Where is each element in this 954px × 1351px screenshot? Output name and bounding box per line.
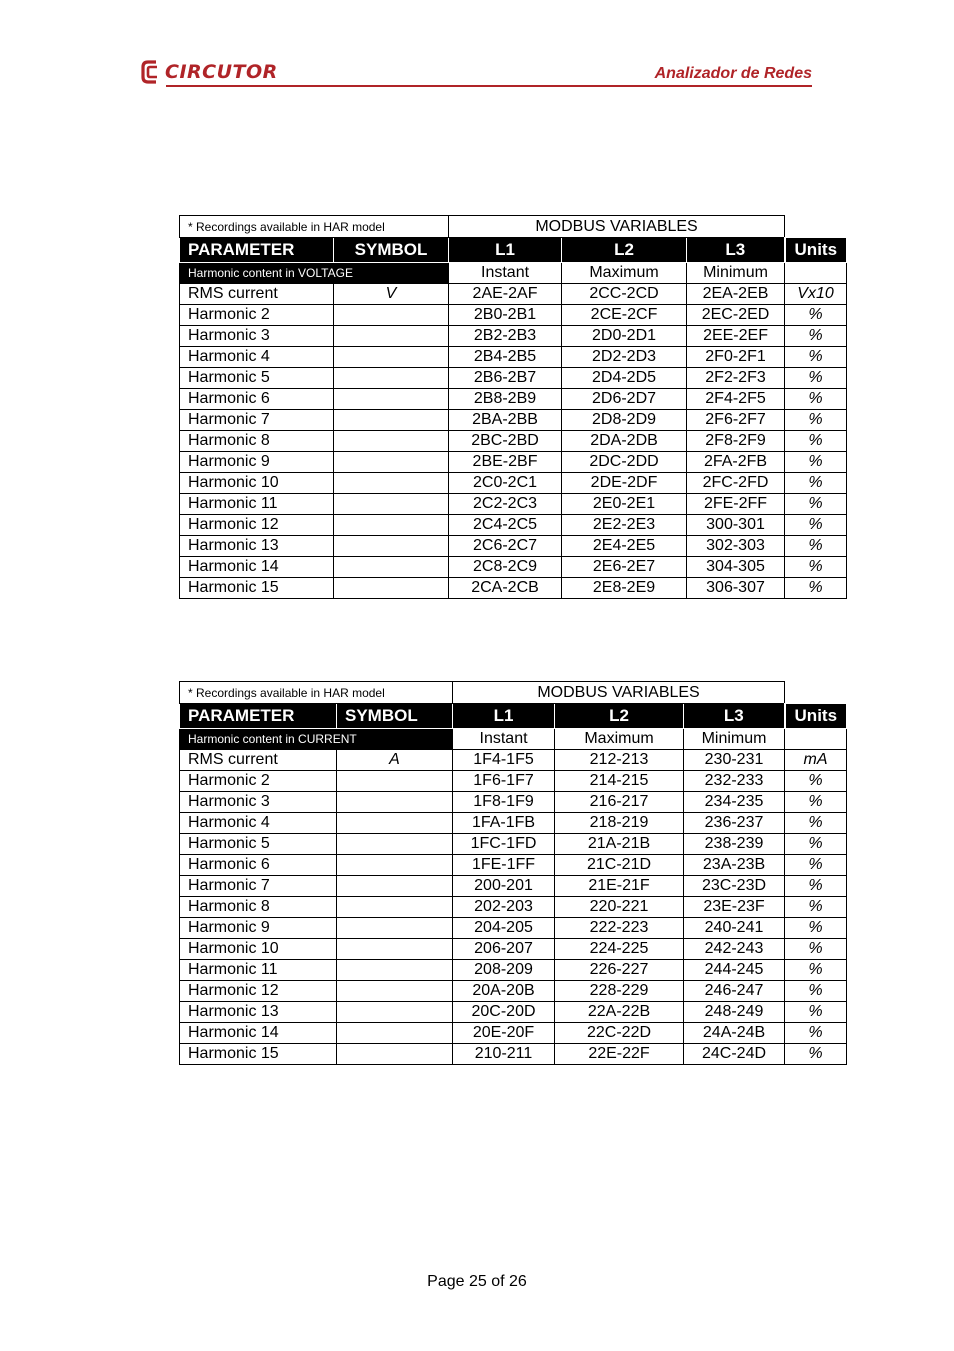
units-cell: % [785,536,847,557]
units-cell: % [785,1044,847,1065]
parameter-cell: Harmonic 15 [180,578,334,599]
l2-cell: 21C-21D [555,855,684,876]
units-cell: % [785,834,847,855]
parameter-cell: Harmonic 5 [180,368,334,389]
units-cell: % [785,1002,847,1023]
page-number: Page 25 of 26 [427,1273,527,1290]
l3-cell: 23A-23B [684,855,785,876]
l3-cell: 304-305 [687,557,785,578]
l2-header: L2 [562,238,687,263]
l2-cell: 2E0-2E1 [562,494,687,515]
modbus-variables-label: MODBUS VARIABLES [453,682,785,704]
l2-cell: 212-213 [555,750,684,771]
parameter-cell: Harmonic 12 [180,515,334,536]
l2-cell: 2DE-2DF [562,473,687,494]
l3-cell: 23E-23F [684,897,785,918]
l2-cell: 2D0-2D1 [562,326,687,347]
note-row [180,682,847,704]
units-cell: mA [785,750,847,771]
l2-cell: 2E8-2E9 [562,578,687,599]
table-row [180,981,847,1002]
l3-cell: 238-239 [684,834,785,855]
symbol-cell [337,855,453,876]
l2-cell: 2E6-2E7 [562,557,687,578]
l3-cell: 2FA-2FB [687,452,785,473]
units-cell: % [785,1023,847,1044]
units-cell: % [785,515,847,536]
l1-cell: 2B6-2B7 [449,368,562,389]
table-row [180,389,847,410]
l1-cell: 2C8-2C9 [449,557,562,578]
symbol-cell [334,431,449,452]
parameter-header: PARAMETER [180,704,337,729]
parameter-cell: Harmonic 10 [180,939,337,960]
table-row [180,876,847,897]
table-row [180,792,847,813]
symbol-cell [337,1002,453,1023]
units-cell: % [785,918,847,939]
symbol-cell [334,557,449,578]
units-cell: % [785,939,847,960]
parameter-cell: Harmonic 2 [180,305,334,326]
symbol-cell [334,536,449,557]
l2-header: L2 [555,704,684,729]
l2-cell: 22A-22B [555,1002,684,1023]
l1-cell: 202-203 [453,897,555,918]
symbol-cell [334,347,449,368]
symbol-cell [337,813,453,834]
minimum-subheader: Minimum [687,263,785,284]
l2-cell: 2CE-2CF [562,305,687,326]
units-cell: % [785,368,847,389]
current-harmonics-table [179,681,846,1065]
units-cell: % [785,494,847,515]
l1-cell: 2BE-2BF [449,452,562,473]
symbol-cell [334,389,449,410]
l3-cell: 2EA-2EB [687,284,785,305]
symbol-header: SYMBOL [337,704,453,729]
l3-cell: 2FE-2FF [687,494,785,515]
l2-cell: 226-227 [555,960,684,981]
parameter-cell: Harmonic 11 [180,494,334,515]
l3-cell: 2F8-2F9 [687,431,785,452]
parameter-cell: Harmonic 8 [180,897,337,918]
l3-cell: 300-301 [687,515,785,536]
column-header-row [180,704,847,729]
symbol-cell [334,410,449,431]
category-label: Harmonic content in VOLTAGE [180,263,449,284]
l2-cell: 218-219 [555,813,684,834]
l3-cell: 23C-23D [684,876,785,897]
symbol-cell [334,326,449,347]
units-cell: % [785,452,847,473]
symbol-cell [337,1023,453,1044]
circutor-logo-icon [140,59,162,85]
symbol-cell [334,494,449,515]
units-cell: % [785,981,847,1002]
table-row [180,452,847,473]
category-row [180,729,847,750]
units-cell: % [785,855,847,876]
l2-cell: 22C-22D [555,1023,684,1044]
table-row [180,1002,847,1023]
parameter-cell: Harmonic 7 [180,410,334,431]
l2-cell: 21A-21B [555,834,684,855]
l2-cell: 2D4-2D5 [562,368,687,389]
l1-cell: 20C-20D [453,1002,555,1023]
parameter-cell: Harmonic 11 [180,960,337,981]
symbol-cell: V [334,284,449,305]
parameter-cell: Harmonic 13 [180,1002,337,1023]
units-cell: % [785,960,847,981]
l2-cell: 2D8-2D9 [562,410,687,431]
units-cell: % [785,578,847,599]
l3-cell: 236-237 [684,813,785,834]
l2-cell: 216-217 [555,792,684,813]
symbol-cell [334,578,449,599]
l2-cell: 214-215 [555,771,684,792]
l1-cell: 1FA-1FB [453,813,555,834]
current-table-body [180,750,847,1065]
l1-cell: 1F6-1F7 [453,771,555,792]
symbol-cell [334,305,449,326]
units-header: Units [785,704,847,729]
l2-cell: 2E4-2E5 [562,536,687,557]
l2-cell: 21E-21F [555,876,684,897]
parameter-cell: Harmonic 9 [180,918,337,939]
table-row [180,326,847,347]
l1-cell: 1F8-1F9 [453,792,555,813]
instant-subheader: Instant [449,263,562,284]
l3-cell: 2EC-2ED [687,305,785,326]
l1-cell: 2B8-2B9 [449,389,562,410]
table-row [180,368,847,389]
symbol-cell [337,834,453,855]
symbol-cell [337,981,453,1002]
l1-cell: 1FE-1FF [453,855,555,876]
l1-cell: 2C0-2C1 [449,473,562,494]
l3-cell: 2F2-2F3 [687,368,785,389]
minimum-subheader: Minimum [684,729,785,750]
l1-cell: 2B2-2B3 [449,326,562,347]
parameter-cell: Harmonic 6 [180,389,334,410]
l3-cell: 248-249 [684,1002,785,1023]
table-row [180,750,847,771]
table-row [180,1044,847,1065]
units-cell: Vx10 [785,284,847,305]
l2-cell: 2DA-2DB [562,431,687,452]
brand-logo [140,58,278,86]
l1-cell: 208-209 [453,960,555,981]
l3-cell: 2F0-2F1 [687,347,785,368]
l3-cell: 2F6-2F7 [687,410,785,431]
symbol-cell [337,771,453,792]
table-row [180,897,847,918]
l2-cell: 2DC-2DD [562,452,687,473]
document-title: Analizador de Redes [654,65,812,82]
parameter-cell: Harmonic 7 [180,876,337,897]
symbol-cell [337,960,453,981]
header-rule [166,85,812,87]
symbol-cell: A [337,750,453,771]
symbol-cell [334,452,449,473]
l2-cell: 22E-22F [555,1044,684,1065]
parameter-cell: Harmonic 15 [180,1044,337,1065]
l1-cell: 1F4-1F5 [453,750,555,771]
table-row [180,578,847,599]
table-row [180,1023,847,1044]
category-row [180,263,847,284]
symbol-cell [337,1044,453,1065]
l3-cell: 24A-24B [684,1023,785,1044]
l3-cell: 232-233 [684,771,785,792]
table-row [180,813,847,834]
units-cell: % [785,792,847,813]
symbol-header: SYMBOL [334,238,449,263]
units-cell: % [785,431,847,452]
symbol-cell [337,939,453,960]
symbol-cell [334,368,449,389]
table-row [180,410,847,431]
parameter-cell: Harmonic 2 [180,771,337,792]
l1-cell: 2BA-2BB [449,410,562,431]
symbol-cell [337,792,453,813]
units-header: Units [785,238,847,263]
l1-cell: 2B0-2B1 [449,305,562,326]
page-header [140,56,812,88]
parameter-cell: Harmonic 4 [180,813,337,834]
l3-cell: 2EE-2EF [687,326,785,347]
l3-cell: 2FC-2FD [687,473,785,494]
table-row [180,305,847,326]
column-header-row [180,238,847,263]
l1-cell: 2C6-2C7 [449,536,562,557]
l1-header: L1 [453,704,555,729]
units-cell: % [785,410,847,431]
symbol-cell [334,515,449,536]
table-row [180,515,847,536]
recordings-note: * Recordings available in HAR model [180,682,453,704]
l3-cell: 24C-24D [684,1044,785,1065]
l3-cell: 302-303 [687,536,785,557]
symbol-cell [337,897,453,918]
l2-cell: 220-221 [555,897,684,918]
parameter-cell: RMS current [180,750,337,771]
voltage-harmonics-table [179,215,846,599]
parameter-cell: Harmonic 3 [180,792,337,813]
parameter-cell: Harmonic 9 [180,452,334,473]
parameter-cell: Harmonic 13 [180,536,334,557]
l3-cell: 246-247 [684,981,785,1002]
instant-subheader: Instant [453,729,555,750]
modbus-variables-label: MODBUS VARIABLES [449,216,785,238]
units-cell: % [785,876,847,897]
table-row [180,494,847,515]
l2-cell: 2D6-2D7 [562,389,687,410]
l1-cell: 200-201 [453,876,555,897]
table-row [180,918,847,939]
symbol-cell [334,473,449,494]
units-cell: % [785,389,847,410]
recordings-note: * Recordings available in HAR model [180,216,449,238]
parameter-cell: RMS current [180,284,334,305]
table-row [180,431,847,452]
category-label: Harmonic content in CURRENT [180,729,453,750]
l3-cell: 240-241 [684,918,785,939]
brand-name: CIRCUTOR [165,61,278,83]
note-row [180,216,847,238]
parameter-cell: Harmonic 6 [180,855,337,876]
l1-header: L1 [449,238,562,263]
l3-header: L3 [687,238,785,263]
table-row [180,960,847,981]
l1-cell: 20A-20B [453,981,555,1002]
l1-cell: 204-205 [453,918,555,939]
l1-cell: 2C2-2C3 [449,494,562,515]
maximum-subheader: Maximum [562,263,687,284]
parameter-cell: Harmonic 8 [180,431,334,452]
table-row [180,771,847,792]
parameter-cell: Harmonic 4 [180,347,334,368]
l2-cell: 2D2-2D3 [562,347,687,368]
table-row [180,855,847,876]
parameter-cell: Harmonic 14 [180,557,334,578]
l1-cell: 206-207 [453,939,555,960]
units-cell: % [785,813,847,834]
l2-cell: 2CC-2CD [562,284,687,305]
l1-cell: 20E-20F [453,1023,555,1044]
table-row [180,557,847,578]
maximum-subheader: Maximum [555,729,684,750]
symbol-cell [337,876,453,897]
table-row [180,834,847,855]
units-cell: % [785,473,847,494]
table-row [180,284,847,305]
units-cell: % [785,771,847,792]
units-cell: % [785,557,847,578]
l3-cell: 244-245 [684,960,785,981]
units-cell: % [785,305,847,326]
l3-header: L3 [684,704,785,729]
parameter-cell: Harmonic 10 [180,473,334,494]
l2-cell: 228-229 [555,981,684,1002]
table-row [180,347,847,368]
l1-cell: 2B4-2B5 [449,347,562,368]
units-cell: % [785,897,847,918]
l3-cell: 2F4-2F5 [687,389,785,410]
voltage-table-body [180,284,847,599]
l1-cell: 1FC-1FD [453,834,555,855]
table-row [180,473,847,494]
l1-cell: 2BC-2BD [449,431,562,452]
parameter-cell: Harmonic 14 [180,1023,337,1044]
l1-cell: 2AE-2AF [449,284,562,305]
l1-cell: 2CA-2CB [449,578,562,599]
units-cell: % [785,326,847,347]
l2-cell: 222-223 [555,918,684,939]
l1-cell: 2C4-2C5 [449,515,562,536]
table-row [180,536,847,557]
table-row [180,939,847,960]
parameter-cell: Harmonic 12 [180,981,337,1002]
parameter-header: PARAMETER [180,238,334,263]
l3-cell: 230-231 [684,750,785,771]
parameter-cell: Harmonic 5 [180,834,337,855]
l3-cell: 234-235 [684,792,785,813]
parameter-cell: Harmonic 3 [180,326,334,347]
l2-cell: 2E2-2E3 [562,515,687,536]
l2-cell: 224-225 [555,939,684,960]
l3-cell: 242-243 [684,939,785,960]
l1-cell: 210-211 [453,1044,555,1065]
l3-cell: 306-307 [687,578,785,599]
symbol-cell [337,918,453,939]
units-cell: % [785,347,847,368]
